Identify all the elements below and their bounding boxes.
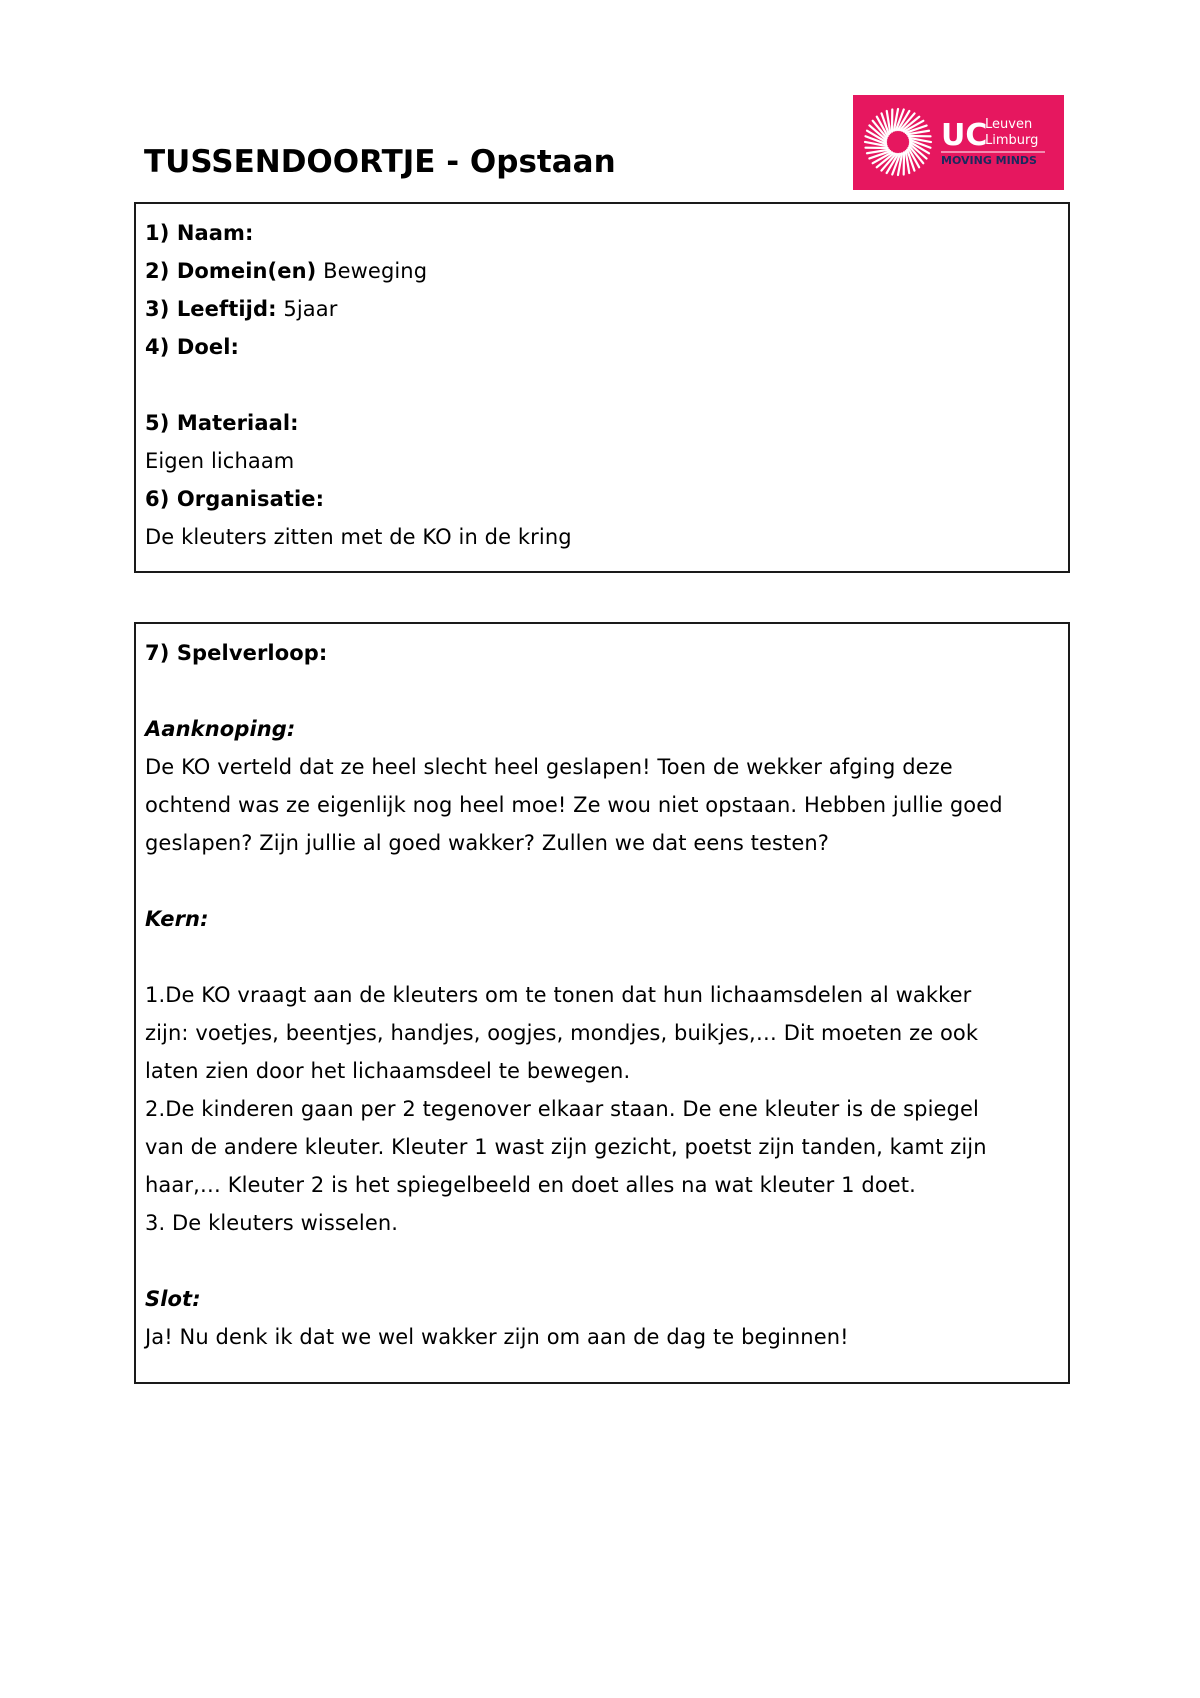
spelverloop-label: 7) Spelverloop:: [145, 641, 328, 665]
blank-line: [145, 366, 1059, 404]
kern-row: [145, 900, 1059, 938]
blank-line: [145, 672, 1059, 710]
logo-tagline-text: MOVING MINDS: [941, 154, 1037, 167]
kern-line: 1.De KO vraagt aan de kleuters om te tonen dat hun lichaamsdelen al wakker: [145, 983, 972, 1007]
naam-label: 1) Naam:: [145, 221, 254, 245]
aanknoping-line: De KO verteld dat ze heel slecht heel geslapen! Toen de wekker afging deze: [145, 755, 953, 779]
blank-line: [145, 1242, 1059, 1280]
organisatie-row: [145, 480, 1059, 518]
blank-line: [145, 938, 1059, 976]
blank-line: [145, 862, 1059, 900]
sunburst-icon: [853, 95, 1064, 190]
organisatie-label: 6) Organisatie:: [145, 487, 325, 511]
kern-line: van de andere kleuter. Kleuter 1 wast zijn gezicht, poetst zijn tanden, kamt zijn: [145, 1135, 987, 1159]
page-title: TUSSENDOORTJE - Opstaan: [144, 144, 616, 180]
kern-line: laten zien door het lichaamsdeel te bewegen.: [145, 1059, 631, 1083]
slot-line: Ja! Nu denk ik dat we wel wakker zijn om aan de dag te beginnen!: [145, 1325, 849, 1349]
kern-line: haar,… Kleuter 2 is het spiegelbeeld en doet alles na wat kleuter 1 doet.: [145, 1173, 916, 1197]
materiaal-label: 5) Materiaal:: [145, 411, 299, 435]
leeftijd-value: 5jaar: [283, 297, 338, 321]
naam-row: [145, 214, 1059, 252]
spelverloop-box: [134, 622, 1070, 1384]
leeftijd-label: 3) Leeftijd:: [145, 297, 277, 321]
info-box: [134, 202, 1070, 573]
organisatie-value: De kleuters zitten met de KO in de kring: [145, 525, 572, 549]
spelverloop-row: [145, 634, 1059, 672]
domein-label: 2) Domein(en): [145, 259, 317, 283]
slot-label: Slot:: [145, 1287, 201, 1311]
domein-value: Beweging: [323, 259, 428, 283]
materiaal-row: [145, 404, 1059, 442]
materiaal-value: Eigen lichaam: [145, 449, 295, 473]
kern-line: 3. De kleuters wisselen.: [145, 1211, 399, 1235]
slot-row: [145, 1280, 1059, 1318]
doel-row: [145, 328, 1059, 366]
kern-line: zijn: voetjes, beentjes, handjes, oogjes, mondjes, buikjes,… Dit moeten ze ook: [145, 1021, 979, 1045]
logo-leuven-text: Leuven: [985, 117, 1033, 132]
logo-uc-text: UC: [941, 118, 988, 153]
aanknoping-label: Aanknoping:: [145, 717, 296, 741]
aanknoping-line: geslapen? Zijn jullie al goed wakker? Zullen we dat eens testen?: [145, 831, 830, 855]
logo-limburg-text: Limburg: [985, 133, 1039, 148]
uc-leuven-limburg-logo: [853, 95, 1064, 190]
aanknoping-line: ochtend was ze eigenlijk nog heel moe! Ze wou niet opstaan. Hebben jullie goed: [145, 793, 1003, 817]
aanknoping-row: [145, 710, 1059, 748]
leeftijd-row: [145, 290, 1059, 328]
kern-line: 2.De kinderen gaan per 2 tegenover elkaar staan. De ene kleuter is de spiegel: [145, 1097, 979, 1121]
doel-label: 4) Doel:: [145, 335, 240, 359]
domein-row: [145, 252, 1059, 290]
kern-label: Kern:: [145, 907, 209, 931]
